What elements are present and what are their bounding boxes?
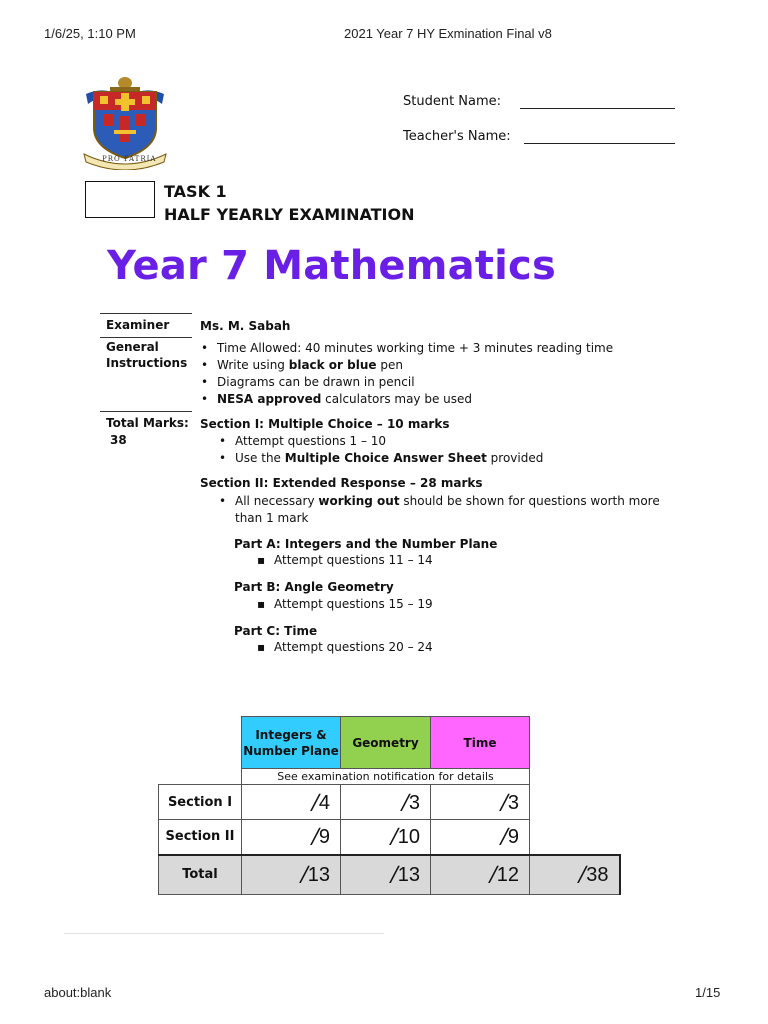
total-marks-label: Total Marks:	[106, 416, 189, 430]
instruction-item: • Diagrams can be drawn in pencil	[199, 374, 669, 391]
section-2-item: • All necessary working out should be shown for questions worth more	[217, 493, 667, 510]
print-document-title: 2021 Year 7 HY Exmination Final v8	[344, 26, 552, 41]
crest-motto: PRO PATRIA	[102, 155, 157, 163]
instruction-item: • Time Allowed: 40 minutes working time + 3 minutes reading time	[199, 340, 669, 357]
mark-cell: /3	[341, 785, 431, 820]
part-a-list	[256, 552, 433, 569]
marks-header-row	[159, 717, 620, 769]
empty-cell	[530, 717, 620, 769]
row-label-section-1: Section I	[159, 785, 242, 820]
part-a-item: ▪ Attempt questions 11 – 14	[256, 552, 433, 569]
examiner-label: Examiner	[106, 318, 170, 332]
section-1-marks-row	[159, 785, 620, 820]
empty-cell	[530, 785, 620, 820]
total-cell: /13	[242, 855, 341, 895]
print-url: about:blank	[44, 985, 112, 1000]
grand-total-cell: /38	[530, 855, 620, 895]
mark-cell: /9	[431, 820, 530, 855]
instructions-list	[199, 340, 669, 408]
section-2-list	[217, 493, 667, 510]
task-score-box	[85, 181, 155, 218]
student-name-label: Student Name:	[403, 94, 502, 109]
total-cell: /13	[341, 855, 431, 895]
instructions-rule	[100, 337, 192, 338]
header-integers: Integers & Number Plane	[242, 717, 341, 769]
print-page-number: 1/15	[695, 985, 721, 1000]
section-2-marks-row	[159, 820, 620, 855]
marks-note-row	[159, 769, 620, 785]
header-geometry: Geometry	[341, 717, 431, 769]
instruction-item: • Write using black or blue pen	[199, 357, 669, 374]
part-a-title: Part A: Integers and the Number Plane	[234, 537, 498, 551]
empty-cell	[530, 820, 620, 855]
task-number: TASK 1	[164, 182, 227, 201]
examiner-rule	[100, 313, 192, 314]
instruction-item: • NESA approved calculators may be used	[199, 391, 669, 408]
marks-table	[158, 716, 621, 895]
mark-cell: /4	[242, 785, 341, 820]
section-1-item: • Use the Multiple Choice Answer Sheet provided	[217, 450, 667, 467]
section-2-heading: Section II: Extended Response – 28 marks	[200, 476, 483, 490]
section-2-item-continued: than 1 mark	[235, 511, 309, 525]
part-c-item: ▪ Attempt questions 20 – 24	[256, 639, 433, 656]
part-b-list	[256, 596, 433, 613]
row-label-section-2: Section II	[159, 820, 242, 855]
total-marks-row	[159, 855, 620, 895]
mark-cell: /3	[431, 785, 530, 820]
total-marks-value: 38	[110, 433, 127, 447]
empty-cell	[530, 769, 620, 785]
mark-cell: /9	[242, 820, 341, 855]
exam-type: HALF YEARLY EXAMINATION	[164, 205, 415, 224]
marks-note: See examination notification for details	[242, 769, 530, 785]
row-label-total: Total	[159, 855, 242, 895]
examiner-name: Ms. M. Sabah	[200, 319, 291, 333]
print-timestamp: 1/6/25, 1:10 PM	[44, 26, 136, 41]
instructions-label-2: Instructions	[106, 356, 188, 370]
empty-cell	[159, 717, 242, 769]
total-cell: /12	[431, 855, 530, 895]
header-time: Time	[431, 717, 530, 769]
section-1-heading: Section I: Multiple Choice – 10 marks	[200, 417, 450, 431]
part-b-title: Part B: Angle Geometry	[234, 580, 394, 594]
section-1-list	[217, 433, 667, 467]
student-name-line[interactable]	[520, 108, 675, 109]
total-marks-rule	[100, 411, 192, 412]
part-c-list	[256, 639, 433, 656]
subject-title: Year 7 Mathematics	[107, 243, 556, 289]
school-crest-logo	[80, 74, 170, 170]
section-1-item: • Attempt questions 1 – 10	[217, 433, 667, 450]
teacher-name-line[interactable]	[524, 143, 675, 144]
page-divider	[64, 933, 384, 934]
part-b-item: ▪ Attempt questions 15 – 19	[256, 596, 433, 613]
empty-cell	[159, 769, 242, 785]
teacher-name-label: Teacher's Name:	[403, 129, 511, 144]
instructions-label-1: General	[106, 340, 159, 354]
mark-cell: /10	[341, 820, 431, 855]
part-c-title: Part C: Time	[234, 624, 318, 638]
